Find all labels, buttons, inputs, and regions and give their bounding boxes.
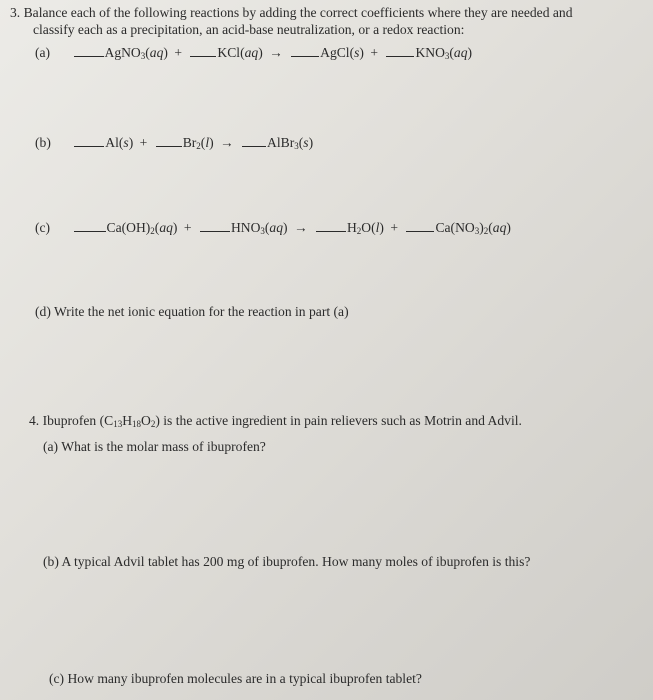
q3b-coefficient-blank-2[interactable] [156,134,182,147]
q3a-reactant-1: AgNO$_3$(aq) [104,45,168,61]
q3b-product-1: AlBr$_3$(s) [267,135,314,151]
q3c-equation [35,219,511,236]
q3b-label: (b) [35,135,51,150]
q3c-reactant-1: $Ca(OH)_2(aq)$ [106,220,178,236]
q3b-coefficient-blank-1[interactable] [74,134,104,147]
q3a-coefficient-blank-2[interactable] [190,44,216,57]
q3b-arrow: → [220,135,234,150]
q3-prompt-line-1 [10,5,573,21]
q3a-product-1: AgCl(s) [320,45,364,60]
q3b-reactant-2: $Br_2(l)$ [182,135,214,151]
q3d-prompt [35,304,349,320]
q3-prompt-text-2: classify each as a precipitation, an acid-base neutralization, or a redox reaction: [33,22,465,37]
q3c-plus-1: + [183,220,192,235]
q4b-text: (b) A typical Advil tablet has 200 mg of ibuprofen. How many moles of ibuprofen is this? [43,554,531,569]
q3b-reactant-1: Al(s) [105,135,134,150]
q3a-coefficient-blank-3[interactable] [291,44,319,57]
q3-prompt-line-2 [33,22,464,38]
q4b-prompt [43,554,530,570]
q3c-product-1: $H_2O(l)$ [346,220,384,236]
q3c-coefficient-blank-3[interactable] [316,219,346,232]
q3a-coefficient-blank-1[interactable] [74,44,104,57]
q3b-plus-1: + [139,135,148,150]
q3-prompt-text-1: Balance each of the following reactions by adding the correct coefficients where they are needed and [23,5,573,20]
q3c-label: (c) [35,220,51,235]
q3b-coefficient-blank-3[interactable] [242,134,266,147]
q4a-prompt [43,439,266,455]
q3a-label: (a) [35,45,51,60]
q3a-equation [35,44,472,61]
q3d-text: (d) Write the net ionic equation for the reaction in part (a) [35,304,349,319]
q3a-plus-2: + [370,45,379,60]
q4c-text: (c) How many ibuprofen molecules are in a typical ibuprofen tablet? [49,671,422,686]
q4a-text: (a) What is the molar mass of ibuprofen? [43,439,266,454]
q3c-reactant-2: $HNO_3(aq)$ [230,220,288,236]
q3b-equation [35,134,313,151]
q4c-prompt [49,671,422,687]
q3c-coefficient-blank-1[interactable] [74,219,106,232]
q3a-reactant-2: KCl(aq) [217,45,263,60]
q4-text: Ibuprofen $(C_{13}H_{18}O_2)$ is the active ingredient in pain relievers such as Motrin and Advil. [42,413,522,429]
q3c-arrow: → [293,220,308,235]
q4-prompt [29,413,522,429]
q3-number: 3. [10,5,21,20]
q3c-coefficient-blank-2[interactable] [200,219,230,232]
q4-number: 4. [29,413,40,428]
q3c-product-2: $Ca(NO_3)_2(aq)$ [435,220,511,236]
q3c-plus-2: + [390,220,399,235]
q3a-arrow: → [269,45,283,60]
q3a-plus-1: + [174,45,182,60]
q3c-coefficient-blank-4[interactable] [406,219,434,232]
q3a-coefficient-blank-4[interactable] [386,44,414,57]
q3a-product-2: $KNO_3(aq)$ [415,45,473,61]
